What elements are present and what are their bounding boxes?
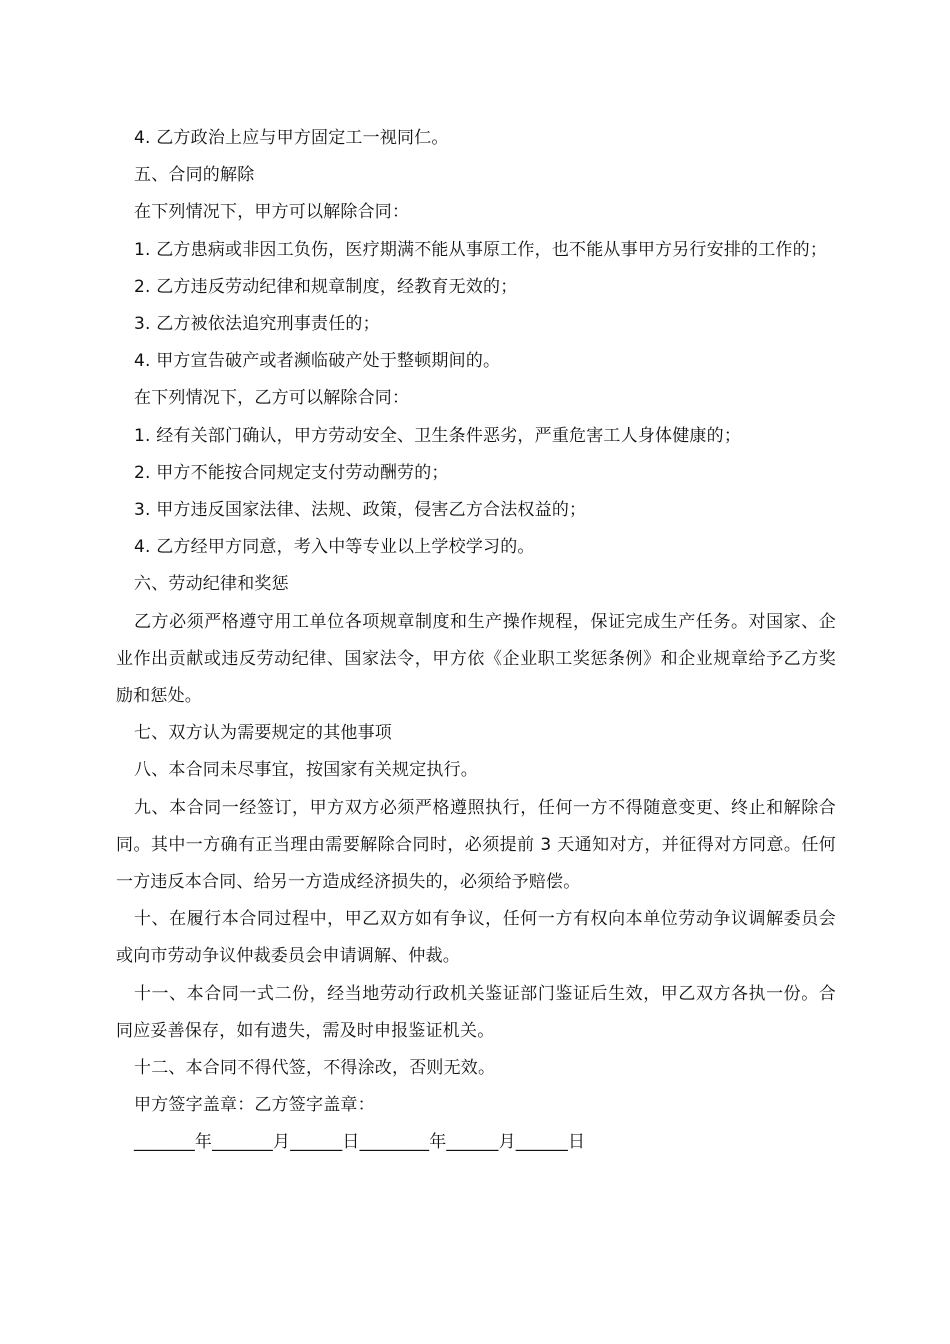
section-7-heading: 七、双方认为需要规定的其他事项 bbox=[134, 723, 392, 744]
section-5-heading: 五、合同的解除 bbox=[134, 165, 255, 186]
party-b-termination-item-3: 3. 甲方违反国家法律、法规、政策，侵害乙方合法权益的； bbox=[134, 500, 587, 521]
section-6-body: 乙方必须严格遵守用工单位各项规章制度和生产操作规程，保证完成生产任务。对国家、企业作出贡献或违反劳动纪律、国家法令，甲方依《企业职工奖惩条例》和企业规章给予乙方奖励和惩处。 bbox=[116, 611, 836, 707]
clause-4-political-equality: 4. 乙方政治上应与甲方固定工一视同仁。 bbox=[134, 128, 449, 148]
signature-date-line: _______年_______月______日________年______月______日 bbox=[134, 1132, 586, 1153]
party-a-termination-intro: 在下列情况下，甲方可以解除合同： bbox=[134, 202, 410, 223]
party-a-termination-item-1: 1. 乙方患病或非因工负伤，医疗期满不能从事原工作，也不能从事甲方另行安排的工作的； bbox=[134, 239, 828, 260]
section-9-body: 九、本合同一经签订，甲方双方必须严格遵照执行，任何一方不得随意变更、终止和解除合同。其中一方确有正当理由需要解除合同时，必须提前 3 天通知对方，并征得对方同意。任何一方违反本合同、给另一方造成经济损失的，必须给予赔偿。 bbox=[116, 797, 836, 893]
section-10-body: 十、在履行本合同过程中，甲乙双方如有争议，任何一方有权向本单位劳动争议调解委员会或向市劳动争议仲裁委员会申请调解、仲裁。 bbox=[116, 909, 836, 967]
party-a-termination-item-3: 3. 乙方被依法追究刑事责任的； bbox=[134, 314, 380, 335]
party-b-termination-item-4: 4. 乙方经甲方同意，考入中等专业以上学校学习的。 bbox=[134, 537, 535, 558]
contract-body bbox=[116, 120, 836, 1162]
section-8-body: 八、本合同未尽事宜，按国家有关规定执行。 bbox=[134, 760, 478, 781]
signature-labels: 甲方签字盖章：乙方签字盖章： bbox=[134, 1095, 375, 1116]
party-b-termination-item-2: 2. 甲方不能按合同规定支付劳动酬劳的； bbox=[134, 462, 449, 483]
party-a-termination-item-2: 2. 乙方违反劳动纪律和规章制度，经教育无效的； bbox=[134, 276, 518, 297]
section-11-body: 十一、本合同一式二份，经当地劳动行政机关鉴证部门鉴证后生效，甲乙双方各执一份。合同应妥善保存，如有遗失，需及时申报鉴证机关。 bbox=[116, 983, 836, 1041]
party-b-termination-item-1: 1. 经有关部门确认，甲方劳动安全、卫生条件恶劣，严重危害工人身体健康的； bbox=[134, 425, 742, 446]
party-a-termination-item-4: 4. 甲方宣告破产或者濒临破产处于整顿期间的。 bbox=[134, 351, 501, 372]
section-6-heading: 六、劳动纪律和奖惩 bbox=[134, 574, 289, 595]
section-12-body: 十二、本合同不得代签，不得涂改，否则无效。 bbox=[134, 1058, 496, 1079]
party-b-termination-intro: 在下列情况下，乙方可以解除合同： bbox=[134, 388, 410, 409]
